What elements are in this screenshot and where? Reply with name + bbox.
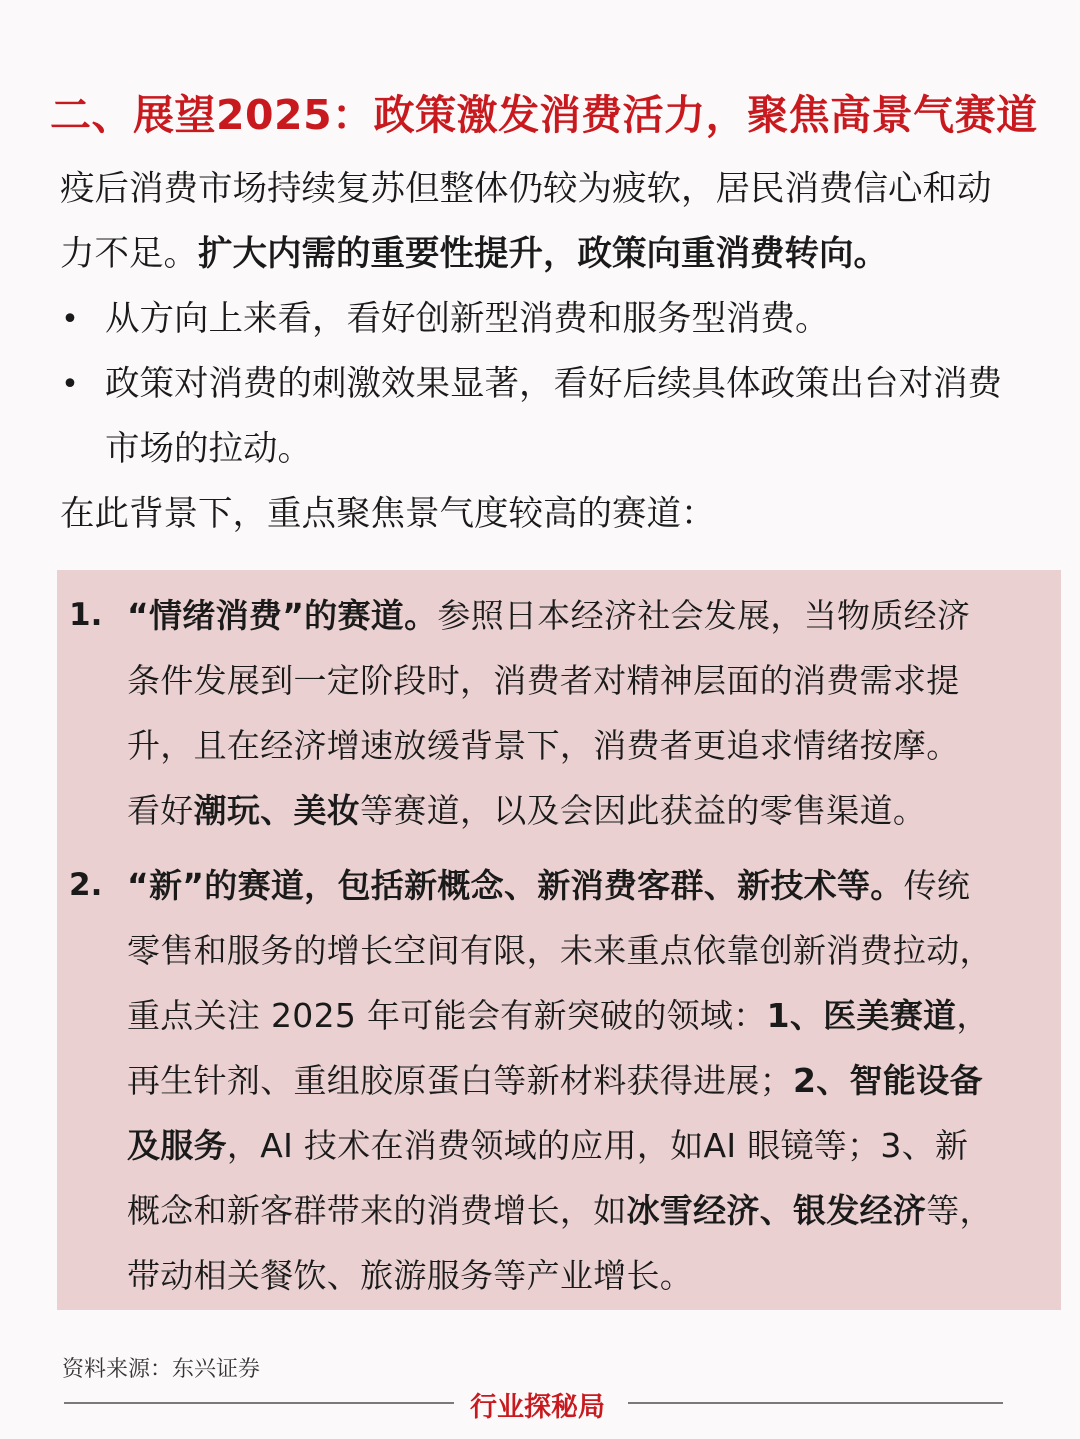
item-text: “新”的赛道，包括新概念、新消费客群、新技术等。传统 零售和服务的增长空间有限，未来重点依靠创新消费拉动， 重点关注 2025 年可能会有新突破的领域：1、医美赛道， 再生针剂、重组胶原蛋白等新材料获得进展；2、智能设备 及服务，AI 技术在消费领域的应用，如AI 眼镜等；3、新 概念和新客群带来的消费增长，如冰雪经济、银发经济等， 带动相关餐饮、旅游服务等产业增长。 [127,866,993,1295]
bullet-dot-icon: • [61,302,79,337]
bullet-item: • 从方向上来看，看好创新型消费和服务型消费。 [60,287,1050,352]
highlight-panel [57,570,1061,1310]
bullet-dot-icon: • [61,367,79,402]
item-number: 1. [69,597,103,633]
footer-divider-right [628,1402,1003,1404]
intro-highlight: 扩大内需的重要性提升，政策向重消费转向。 [198,234,888,274]
page-title: 二、展望2025：政策激发消费活力，聚焦高景气赛道 [50,91,1038,139]
source-note: 资料来源：东兴证券 [62,1357,261,1382]
bullet-item: • 政策对消费的刺激效果显著，看好后续具体政策出台对消费 市场的拉动。 [60,352,1050,482]
intro-conclusion: 在此背景下，重点聚焦景气度较高的赛道： [60,494,716,534]
footer-divider-left [64,1402,454,1404]
intro-section [60,157,1050,547]
intro-line: 疫后消费市场持续复苏但整体仍较为疲软，居民消费信心和动 [60,169,992,209]
footer [0,1380,1080,1425]
item-number: 2. [69,867,103,903]
brand-name: 行业探秘局 [470,1392,605,1423]
item-text: “情绪消费”的赛道。参照日本经济社会发展，当物质经济 条件发展到一定阶段时，消费者对精神层面的消费需求提 升，且在经济增速放缓背景下，消费者更追求情绪按摩。 看好潮玩、美妆等赛道，以及会因此获益的零售渠道。 [127,596,971,830]
intro-line: 力不足。扩大内需的重要性提升，政策向重消费转向。 [60,234,888,274]
